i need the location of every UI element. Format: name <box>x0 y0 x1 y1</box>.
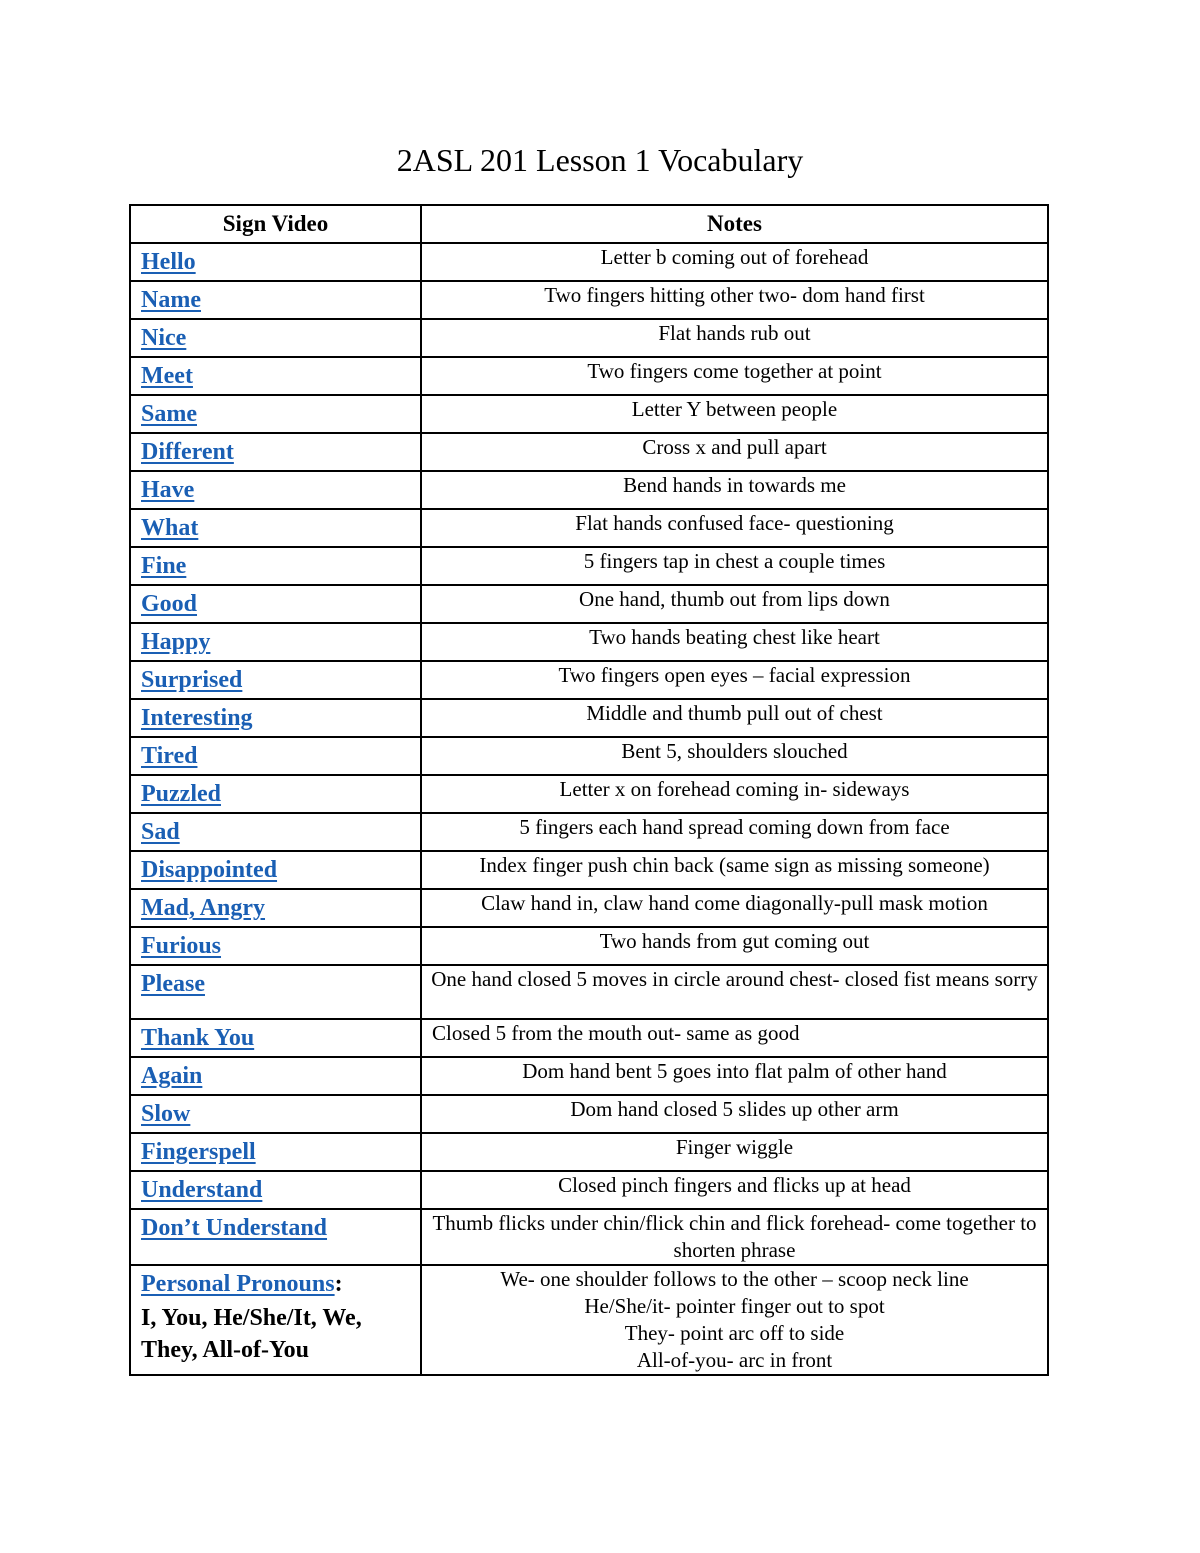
table-row <box>130 737 1048 775</box>
note-cell: Bent 5, shoulders slouched <box>421 737 1048 775</box>
sign-link-what[interactable]: What <box>141 515 199 541</box>
note-cell: Cross x and pull apart <box>421 433 1048 471</box>
sign-link-again[interactable]: Again <box>141 1063 203 1089</box>
note-cell: Flat hands confused face- questioning <box>421 509 1048 547</box>
column-header-notes: Notes <box>421 205 1048 243</box>
table-row <box>130 661 1048 699</box>
table-row <box>130 1019 1048 1057</box>
sign-link-meet[interactable]: Meet <box>141 363 193 389</box>
sign-link-slow[interactable]: Slow <box>141 1101 191 1127</box>
note-cell: Claw hand in, claw hand come diagonally-pull mask motion <box>421 889 1048 927</box>
table-row <box>130 509 1048 547</box>
note-cell: Flat hands rub out <box>421 319 1048 357</box>
sign-link-different[interactable]: Different <box>141 439 234 465</box>
note-cell: Two hands beating chest like heart <box>421 623 1048 661</box>
table-row <box>130 281 1048 319</box>
pronoun-notes-cell <box>421 1265 1048 1375</box>
sign-link-furious[interactable]: Furious <box>141 933 222 959</box>
note-cell: Letter b coming out of forehead <box>421 243 1048 281</box>
sign-link-disappointed[interactable]: Disappointed <box>141 857 278 883</box>
table-row <box>130 1095 1048 1133</box>
note-cell: Letter Y between people <box>421 395 1048 433</box>
table-row <box>130 813 1048 851</box>
sign-link-good[interactable]: Good <box>141 591 198 617</box>
table-row <box>130 965 1048 1019</box>
sign-link-sad[interactable]: Sad <box>141 819 180 845</box>
pronoun-list: I, You, He/She/It, We, They, All-of-You <box>141 1305 362 1363</box>
sign-link-same[interactable]: Same <box>141 401 197 427</box>
table-row <box>130 395 1048 433</box>
sign-link-please[interactable]: Please <box>141 971 205 997</box>
sign-link-puzzled[interactable]: Puzzled <box>141 781 221 807</box>
table-row <box>130 699 1048 737</box>
table-row <box>130 623 1048 661</box>
table-row <box>130 851 1048 889</box>
table-row <box>130 1171 1048 1209</box>
sign-link-thank-you[interactable]: Thank You <box>141 1025 255 1051</box>
note-cell: Dom hand bent 5 goes into flat palm of other hand <box>421 1057 1048 1095</box>
pronoun-note-line: We- one shoulder follows to the other – scoop neck line <box>500 1267 969 1291</box>
table-row <box>130 471 1048 509</box>
note-cell: Closed pinch fingers and flicks up at head <box>421 1171 1048 1209</box>
table-row <box>130 889 1048 927</box>
note-cell: Letter x on forehead coming in- sideways <box>421 775 1048 813</box>
sign-link-fine[interactable]: Fine <box>141 553 187 579</box>
table-header-row <box>130 205 1048 243</box>
note-cell: Two fingers hitting other two- dom hand first <box>421 281 1048 319</box>
table-row <box>130 1133 1048 1171</box>
sign-link-surprised[interactable]: Surprised <box>141 667 243 693</box>
table-row <box>130 547 1048 585</box>
note-cell: Dom hand closed 5 slides up other arm <box>421 1095 1048 1133</box>
pronoun-note-line: He/She/it- pointer finger out to spot <box>584 1294 885 1318</box>
table-row <box>130 319 1048 357</box>
vocabulary-table <box>129 204 1049 1376</box>
table-row <box>130 1057 1048 1095</box>
note-cell: 5 fingers each hand spread coming down from face <box>421 813 1048 851</box>
pronouns-colon: : <box>334 1271 343 1297</box>
note-cell: Middle and thumb pull out of chest <box>421 699 1048 737</box>
note-cell: Bend hands in towards me <box>421 471 1048 509</box>
note-cell: One hand closed 5 moves in circle around chest- closed fist means sorry <box>421 965 1048 1019</box>
column-header-sign-video: Sign Video <box>130 205 421 243</box>
sign-link-personal-pronouns[interactable]: Personal Pronouns <box>141 1271 335 1297</box>
note-cell: Two hands from gut coming out <box>421 927 1048 965</box>
pronoun-note-line: They- point arc off to side <box>624 1321 845 1345</box>
sign-link-fingerspell[interactable]: Fingerspell <box>141 1139 256 1165</box>
table-row <box>130 585 1048 623</box>
table-row <box>130 775 1048 813</box>
table-row <box>130 357 1048 395</box>
note-cell: Closed 5 from the mouth out- same as good <box>421 1019 1048 1057</box>
sign-link-interesting[interactable]: Interesting <box>141 705 253 731</box>
sign-link-hello[interactable]: Hello <box>141 249 196 275</box>
sign-link-happy[interactable]: Happy <box>141 629 211 655</box>
note-cell: One hand, thumb out from lips down <box>421 585 1048 623</box>
note-cell: Thumb flicks under chin/flick chin and flick forehead- come together to shorten phrase <box>421 1209 1048 1265</box>
note-cell: Index finger push chin back (same sign as missing someone) <box>421 851 1048 889</box>
sign-link-tired[interactable]: Tired <box>141 743 198 769</box>
note-cell: Two fingers come together at point <box>421 357 1048 395</box>
table-row-pronouns <box>130 1265 1048 1375</box>
sign-link-mad-angry[interactable]: Mad, Angry <box>141 895 266 921</box>
table-row <box>130 1209 1048 1265</box>
sign-link-dont-understand[interactable]: Don’t Understand <box>141 1215 328 1241</box>
sign-link-nice[interactable]: Nice <box>141 325 187 351</box>
note-cell: Two fingers open eyes – facial expression <box>421 661 1048 699</box>
sign-link-have[interactable]: Have <box>141 477 195 503</box>
note-cell: 5 fingers tap in chest a couple times <box>421 547 1048 585</box>
table-row <box>130 243 1048 281</box>
page-title: 2ASL 201 Lesson 1 Vocabulary <box>396 142 804 178</box>
sign-link-understand[interactable]: Understand <box>141 1177 263 1203</box>
table-row <box>130 927 1048 965</box>
note-cell: Finger wiggle <box>421 1133 1048 1171</box>
pronoun-note-line: All-of-you- arc in front <box>636 1348 833 1372</box>
sign-link-name[interactable]: Name <box>141 287 201 313</box>
table-row <box>130 433 1048 471</box>
